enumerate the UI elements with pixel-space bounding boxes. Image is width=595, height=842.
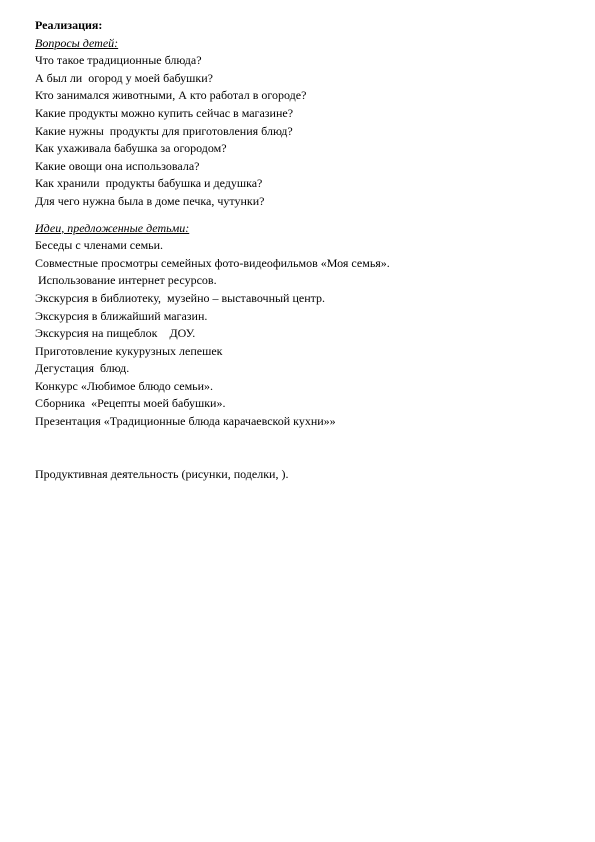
question-item: Какие продукты можно купить сейчас в магазине? [35,105,294,120]
spacer [35,431,565,466]
question-item: А был ли огород у моей бабушки? [35,70,214,85]
question-item: Как хранили продукты бабушка и дедушка? [35,176,263,191]
spacer [35,211,565,220]
idea-item: Беседы с членами семьи. [35,238,164,253]
idea-item: Экскурсия в ближайший магазин. [35,308,208,323]
ideas-title: Идеи, предложенные детьми: [35,220,190,235]
idea-item: Совместные просмотры семейных фото-видеофильмов «Моя семья». [35,255,390,270]
idea-item: Экскурсия на пищеблок ДОУ. [35,326,196,341]
ideas-list [35,237,565,431]
question-item: Какие овощи она использовала? [35,158,200,173]
question-item: Для чего нужна была в доме печка, чутунки? [35,193,265,208]
idea-item: Приготовление кукурузных лепешек [35,343,223,358]
document-page [35,17,565,483]
idea-item: Использование интернет ресурсов. [35,273,217,288]
idea-item: Дегустация блюд. [35,361,130,376]
questions-list [35,52,565,210]
productive-activity-text: Продуктивная деятельность (рисунки, поделки, ). [35,466,289,481]
question-item: Как ухаживала бабушка за огородом? [35,141,227,156]
questions-title: Вопросы детей: [35,35,119,50]
question-item: Кто занимался животными, А кто работал в огороде? [35,88,307,103]
idea-item: Презентация «Традиционные блюда карачаевской кухни»» [35,414,336,429]
idea-item: Конкурс «Любимое блюдо семьи». [35,378,214,393]
section-heading: Реализация: [35,18,103,32]
idea-item: Экскурсия в библиотеку, музейно – выставочный центр. [35,290,326,305]
question-item: Что такое традиционные блюда? [35,53,202,68]
idea-item: Сборника «Рецепты моей бабушки». [35,396,226,411]
question-item: Какие нужны продукты для приготовления блюд? [35,123,293,138]
